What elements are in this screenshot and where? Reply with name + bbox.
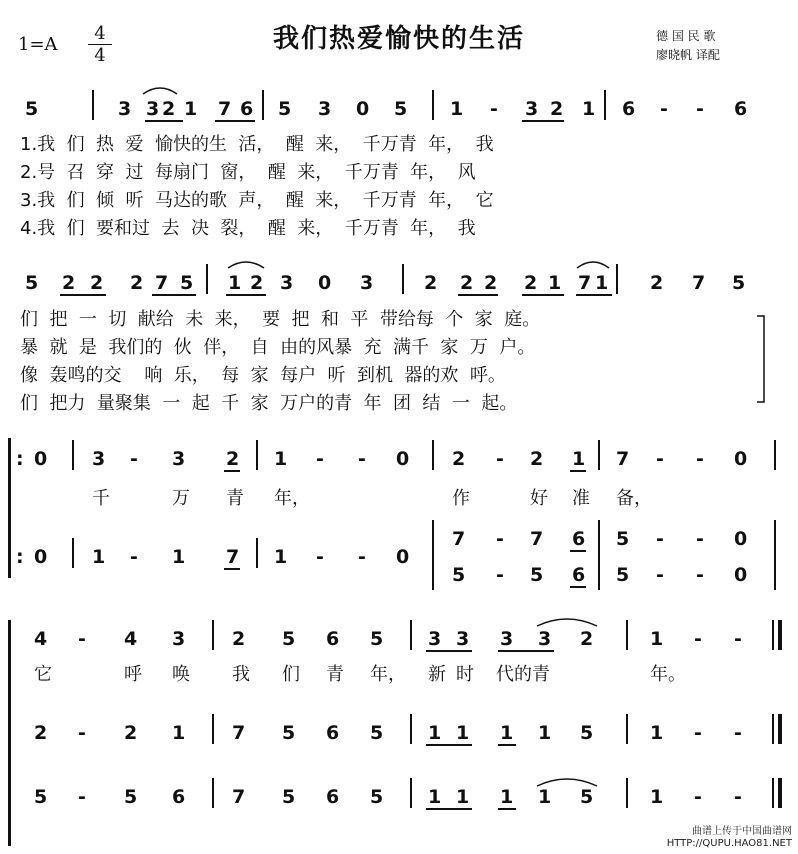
- key-signature: 1=A: [18, 34, 58, 55]
- underline: [570, 470, 586, 472]
- barline: [402, 264, 404, 294]
- note: 3: [456, 628, 470, 650]
- note: 3: [538, 628, 552, 650]
- underline: [498, 808, 516, 810]
- note: 7: [218, 98, 232, 120]
- note: 5: [34, 786, 48, 808]
- note: -: [656, 564, 664, 586]
- barline: [626, 714, 628, 744]
- note: -: [696, 564, 704, 586]
- note: 5: [732, 272, 746, 294]
- origin-credit: 德 国 民 歌: [656, 29, 716, 43]
- barline: [626, 778, 628, 808]
- note: 1: [538, 722, 552, 744]
- underline: [426, 808, 472, 810]
- note: 6: [572, 528, 586, 550]
- note: -: [316, 546, 324, 568]
- time-signature: [88, 24, 112, 65]
- note: 1: [428, 786, 442, 808]
- lyric: 年，: [274, 488, 310, 509]
- system-brace: [8, 620, 11, 846]
- note: -: [694, 786, 702, 808]
- verse-1-cont: 们 把 一 切 献给 未 来， 要 把 和 平 带给每 个 家 庭。: [20, 309, 541, 330]
- barline: [598, 440, 600, 470]
- note: 1: [650, 722, 664, 744]
- note: 1: [274, 448, 288, 470]
- note: 5: [616, 564, 630, 586]
- note: 2: [62, 272, 76, 294]
- lyric: 年。: [650, 664, 686, 685]
- note: 2: [650, 272, 664, 294]
- final-barline-thick: [778, 620, 782, 650]
- note: 6: [734, 98, 748, 120]
- underline: [215, 120, 255, 122]
- note: 6: [326, 722, 340, 744]
- barline: [262, 90, 264, 120]
- note: 6: [572, 564, 586, 586]
- slur: [534, 772, 600, 788]
- note: 1: [228, 272, 242, 294]
- note: 5: [370, 786, 384, 808]
- barline: [206, 264, 208, 294]
- final-barline-thick: [778, 778, 782, 808]
- barline: [72, 440, 74, 470]
- note: -: [490, 98, 498, 120]
- note: -: [656, 528, 664, 550]
- barline: [598, 520, 600, 590]
- barline: [432, 90, 434, 120]
- note: 0: [396, 546, 410, 568]
- barline: [432, 520, 434, 590]
- note: 7: [578, 272, 592, 294]
- note: 7: [232, 722, 246, 744]
- note: 7: [155, 272, 169, 294]
- note: 5: [180, 272, 194, 294]
- underline: [152, 294, 196, 296]
- note: -: [130, 448, 138, 470]
- note: 3: [118, 98, 132, 120]
- underline: [224, 470, 240, 472]
- note: 5: [282, 722, 296, 744]
- note: 5: [278, 98, 292, 120]
- note: 0: [34, 448, 48, 470]
- note: -: [316, 448, 324, 470]
- note: 1: [172, 722, 186, 744]
- note: 0: [318, 272, 332, 294]
- barline: [774, 520, 776, 590]
- note: -: [78, 722, 86, 744]
- note: -: [696, 528, 704, 550]
- note: 2: [232, 628, 246, 650]
- note: 0: [34, 546, 48, 568]
- underline: [458, 294, 498, 296]
- time-sig-bottom: 4: [94, 45, 106, 66]
- note: 7: [616, 448, 630, 470]
- note: 0: [356, 98, 370, 120]
- underline: [498, 744, 516, 746]
- verse-3-cont: 像 轰鸣的交 响 乐， 每 家 每户 听 到机 器的欢 呼。: [20, 365, 506, 386]
- note: 7: [226, 546, 240, 568]
- note: 2: [550, 98, 564, 120]
- underline: [522, 294, 564, 296]
- note: 2: [130, 272, 144, 294]
- watermark: [667, 826, 792, 850]
- verse-2-cont: 暴 就 是 我们的 伙 伴， 自 由的风暴 充 满千 家 万 户。: [20, 337, 536, 358]
- note: 6: [326, 786, 340, 808]
- note: 1: [650, 628, 664, 650]
- note: 0: [734, 448, 748, 470]
- note: 1: [582, 98, 596, 120]
- note: 0: [734, 564, 748, 586]
- note: -: [496, 564, 504, 586]
- note: 5: [25, 272, 39, 294]
- barline: [432, 440, 434, 470]
- note: 2: [162, 98, 176, 120]
- note: 5: [580, 722, 594, 744]
- note: 1: [456, 722, 470, 744]
- note: 2: [90, 272, 104, 294]
- note: 5: [25, 98, 39, 120]
- note: 3: [428, 628, 442, 650]
- note: 2: [484, 272, 498, 294]
- underline: [426, 744, 472, 746]
- watermark-line-1: 曲谱上传于中国曲谱网: [692, 826, 792, 837]
- underline: [522, 120, 564, 122]
- note: 1: [538, 786, 552, 808]
- note: 5: [370, 722, 384, 744]
- note: 2: [524, 272, 538, 294]
- note: 7: [530, 528, 544, 550]
- underline: [145, 120, 183, 122]
- lyric: 呼: [124, 664, 142, 685]
- barline: [72, 538, 74, 568]
- note: 4: [124, 628, 138, 650]
- note: 1: [92, 546, 106, 568]
- note: 2: [580, 628, 594, 650]
- repeat-sign: :: [16, 546, 24, 568]
- barline: [212, 778, 214, 808]
- note: -: [696, 448, 704, 470]
- note: 1: [450, 98, 464, 120]
- note: 6: [172, 786, 186, 808]
- note: 6: [326, 628, 340, 650]
- note: 4: [34, 628, 48, 650]
- note: 5: [370, 628, 384, 650]
- note: -: [130, 546, 138, 568]
- note: 3: [318, 98, 332, 120]
- lyric: 千: [92, 488, 110, 509]
- note: 2: [424, 272, 438, 294]
- note: 3: [525, 98, 539, 120]
- lyric: 唤: [172, 664, 190, 685]
- verse-4-cont: 们 把力 量聚集 一 起 千 家 万户的青 年 团 结 一 起。: [20, 393, 518, 414]
- note: 1: [595, 272, 609, 294]
- final-barline: [772, 778, 774, 808]
- lyric: 我: [232, 664, 250, 685]
- note: 7: [232, 786, 246, 808]
- slur: [225, 256, 267, 270]
- note: 2: [226, 448, 240, 470]
- lyric: 年，: [370, 664, 406, 685]
- note: 2: [452, 448, 466, 470]
- note: 1: [456, 786, 470, 808]
- note: -: [656, 448, 664, 470]
- note: 5: [580, 786, 594, 808]
- note: -: [358, 546, 366, 568]
- note: 3: [360, 272, 374, 294]
- lyric: 万: [172, 488, 190, 509]
- note: 7: [692, 272, 706, 294]
- underline: [570, 586, 586, 588]
- translator-credit: 廖晓帆 译配: [656, 48, 720, 62]
- credits: [656, 27, 776, 65]
- note: 3: [172, 448, 186, 470]
- slur: [574, 256, 612, 270]
- note: 3: [280, 272, 294, 294]
- note: 5: [530, 564, 544, 586]
- note: 5: [282, 628, 296, 650]
- lyric: 青: [226, 488, 244, 509]
- final-barline: [772, 620, 774, 650]
- repeat-sign: :: [16, 448, 24, 470]
- underline: [224, 568, 240, 570]
- underline: [498, 650, 554, 652]
- barline: [256, 538, 258, 568]
- note: -: [358, 448, 366, 470]
- note: -: [496, 528, 504, 550]
- underline: [570, 550, 586, 552]
- note: 6: [240, 98, 254, 120]
- final-barline-thick: [778, 714, 782, 744]
- note: 1: [572, 448, 586, 470]
- song-title: 我们热爱愉快的生活: [272, 24, 525, 54]
- note: 7: [452, 528, 466, 550]
- note: 3: [172, 628, 186, 650]
- note: 0: [396, 448, 410, 470]
- note: 3: [146, 98, 160, 120]
- underline: [426, 650, 472, 652]
- barline: [256, 440, 258, 470]
- lyric: 准: [572, 488, 590, 509]
- barline: [410, 778, 412, 808]
- note: -: [496, 448, 504, 470]
- note: 1: [650, 786, 664, 808]
- system-brace: [8, 438, 11, 578]
- lyric: 代的青: [496, 664, 550, 685]
- note: 1: [184, 98, 198, 120]
- note: 2: [124, 722, 138, 744]
- note: -: [694, 722, 702, 744]
- note: 2: [250, 272, 264, 294]
- note: 1: [172, 546, 186, 568]
- note: -: [696, 98, 704, 120]
- note: 5: [616, 528, 630, 550]
- barline: [774, 440, 776, 470]
- barline: [212, 620, 214, 650]
- note: 5: [394, 98, 408, 120]
- watermark-line-2: HTTP://QUPU.HAO81.NET: [666, 838, 792, 849]
- lyric: 时: [456, 664, 474, 685]
- note: 0: [734, 528, 748, 550]
- underline: [60, 294, 106, 296]
- barline: [616, 264, 618, 294]
- verse-2: 2.号 召 穿 过 每扇门 窗， 醒 来， 千万青 年， 风: [20, 162, 476, 183]
- note: 1: [500, 786, 514, 808]
- lyric: 好: [530, 488, 548, 509]
- verse-1: 1.我 们 热 爱 愉快的生 活， 醒 来， 千万青 年， 我: [20, 134, 494, 155]
- verse-4: 4.我 们 要和过 去 决 裂， 醒 来， 千万青 年， 我: [20, 218, 476, 239]
- time-sig-top: 4: [94, 23, 106, 44]
- barline: [410, 714, 412, 744]
- lyric: 备，: [616, 488, 652, 509]
- note: 1: [548, 272, 562, 294]
- slur: [534, 612, 600, 628]
- note: 5: [282, 786, 296, 808]
- note: 5: [124, 786, 138, 808]
- note: 6: [622, 98, 636, 120]
- lyric: 作: [452, 488, 470, 509]
- verse-3: 3.我 们 倾 听 马达的歌 声， 醒 来， 千万青 年， 它: [20, 190, 494, 211]
- verse-bracket: [756, 314, 768, 404]
- note: 1: [428, 722, 442, 744]
- barline: [626, 620, 628, 650]
- barline: [604, 90, 606, 120]
- barline: [410, 620, 412, 650]
- note: -: [78, 628, 86, 650]
- note: -: [660, 98, 668, 120]
- note: 2: [460, 272, 474, 294]
- lyric: 青: [326, 664, 344, 685]
- final-barline: [772, 714, 774, 744]
- barline: [92, 90, 94, 120]
- note: -: [694, 628, 702, 650]
- note: 5: [452, 564, 466, 586]
- slur: [140, 82, 180, 96]
- barline: [212, 714, 214, 744]
- lyric: 新: [428, 664, 446, 685]
- note: 2: [34, 722, 48, 744]
- underline: [576, 294, 612, 296]
- note: 3: [92, 448, 106, 470]
- note: 3: [500, 628, 514, 650]
- note: 2: [530, 448, 544, 470]
- note: 1: [500, 722, 514, 744]
- lyric: 它: [34, 664, 52, 685]
- note: -: [734, 786, 742, 808]
- lyric: 们: [282, 664, 300, 685]
- note: -: [78, 786, 86, 808]
- note: 1: [274, 546, 288, 568]
- underline: [226, 294, 266, 296]
- note: -: [734, 628, 742, 650]
- note: -: [734, 722, 742, 744]
